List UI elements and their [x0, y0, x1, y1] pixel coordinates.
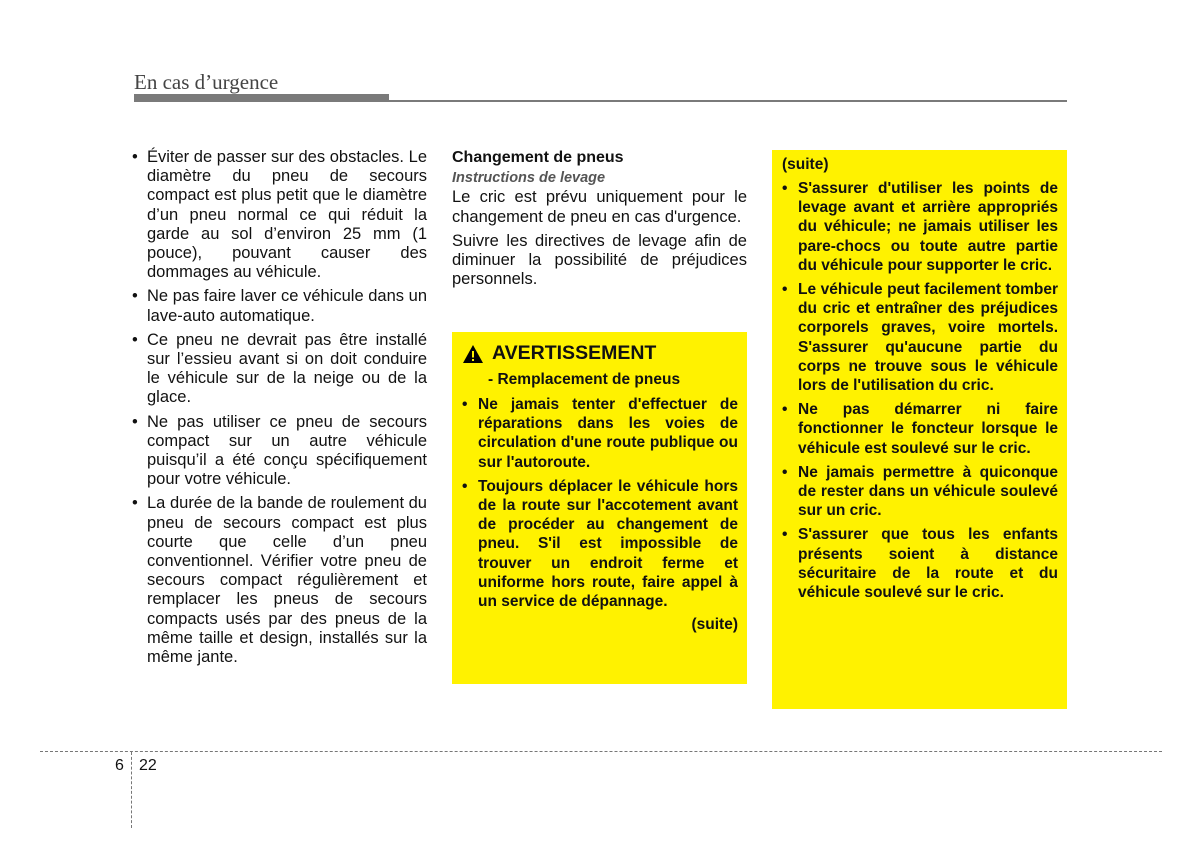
bullet-marker: • — [782, 463, 788, 481]
page-number: 22 — [139, 757, 157, 774]
footer-divider — [131, 752, 132, 828]
bullet-marker: • — [132, 330, 138, 349]
chapter-number: 6 — [115, 757, 124, 774]
warning-triangle-icon — [462, 344, 484, 364]
warning-title: AVERTISSEMENT — [492, 342, 657, 364]
bullet-marker: • — [132, 287, 138, 306]
warning-list-item — [782, 400, 1058, 458]
warning-list-item — [462, 477, 738, 611]
page-header-title: En cas d’urgence — [134, 70, 279, 94]
section-heading: Changement de pneus — [452, 149, 624, 166]
list-item — [132, 494, 427, 667]
warning-list-item — [782, 463, 1058, 521]
list-item — [132, 331, 427, 408]
list-item-text: Ce pneu ne devrait pas être installé sur l’essieu avant si on doit conduire le véhicule sur de la neige ou de la glace. — [147, 330, 427, 407]
footer-rule — [40, 751, 1162, 752]
warning-list-item — [462, 395, 738, 472]
warning-box-continued — [772, 150, 1067, 709]
warning-item-text: S'assurer que tous les enfants présents soient à distance sécuritaire de la route et du véhicule soulevé sur le cric. — [798, 526, 1058, 602]
bullet-marker: • — [132, 148, 138, 166]
warning-list-item — [782, 280, 1058, 395]
warning-title-row — [462, 342, 738, 365]
bullet-marker: • — [782, 401, 788, 419]
warning-box — [452, 332, 747, 684]
paragraph: Suivre les directives de levage afin de diminuer la possibilité de préjudices personnels. — [452, 231, 747, 289]
continued-label: (suite) — [782, 156, 829, 173]
warning-list-item — [782, 525, 1058, 602]
header-rule-thick — [134, 94, 389, 102]
bullet-marker: • — [462, 477, 468, 495]
warning-item-text: Le véhicule peut facilement tomber du cric et entraîner des préjudices corporels graves, voire mortels. S'assurer qu'aucune partie du corps ne trouve sous le véhicule lors de l'utilisation du cric. — [798, 281, 1058, 395]
column-middle — [452, 148, 747, 294]
bullet-marker: • — [132, 494, 138, 513]
bullet-marker: • — [782, 526, 788, 544]
warning-item-text: Ne jamais tenter d'effectuer de réparations dans les voies de circulation d'une route publique ou sur l'autoroute. — [478, 396, 738, 471]
list-item-text: Ne pas faire laver ce véhicule dans un lave-auto automatique. — [147, 287, 427, 325]
warning-item-text: Ne jamais permettre à quiconque de rester dans un véhicule soulevé sur un cric. — [798, 463, 1058, 520]
section-subheading: Instructions de levage — [452, 170, 606, 187]
bullet-marker: • — [782, 180, 788, 197]
warning-item-text: Toujours déplacer le véhicule hors de la route sur l'accotement avant de procéder au changement de pneu. S'il est impossible de trouver un endroit ferme et uniforme hors route, faire appel à un service de dépannage. — [478, 477, 738, 611]
warning-item-text: S'assurer d'utiliser les points de levage avant et arrière appropriés du véhicule; ne jamais utiliser les pare-chocs ou toute autre partie du véhicule pour supporter le cric. — [798, 180, 1058, 274]
list-item-text: Ne pas utiliser ce pneu de secours compact sur un autre véhicule puisqu’il a été conçu spécifiquement pour votre véhicule. — [147, 412, 427, 489]
bullet-marker: • — [782, 281, 788, 299]
warning-subtitle: - Remplacement de pneus — [488, 371, 681, 388]
list-item — [132, 287, 427, 325]
bullet-marker: • — [132, 412, 138, 431]
list-item — [132, 148, 427, 282]
list-item-text: Éviter de passer sur des obstacles. Le diamètre du pneu de secours compact est plus petit que le diamètre d’un pneu normal ce qui réduit la garde au sol d’environ 25 mm (1 pouce), pouvant causer des dommages au véhicule. — [147, 148, 427, 282]
paragraph: Le cric est prévu uniquement pour le changement de pneu en cas d'urgence. — [452, 188, 747, 226]
column-left — [132, 148, 427, 672]
list-item — [132, 413, 427, 490]
warning-list-item — [782, 179, 1058, 275]
header-rule-thin — [389, 100, 1067, 102]
bullet-marker: • — [462, 396, 468, 413]
list-item-text: La durée de la bande de roulement du pneu de secours compact est plus courte que celle d’un pneu conventionnel. Vérifier votre pneu de secours compact régulièrement et remplacer les pneus de secours compacts usés par des pneus de la même taille et design, installés sur la même jante. — [147, 494, 427, 667]
continued-label: (suite) — [691, 616, 738, 634]
warning-item-text: Ne pas démarrer ni faire fonctionner le foncteur lorsque le véhicule est soulevé sur le cric. — [798, 401, 1058, 457]
